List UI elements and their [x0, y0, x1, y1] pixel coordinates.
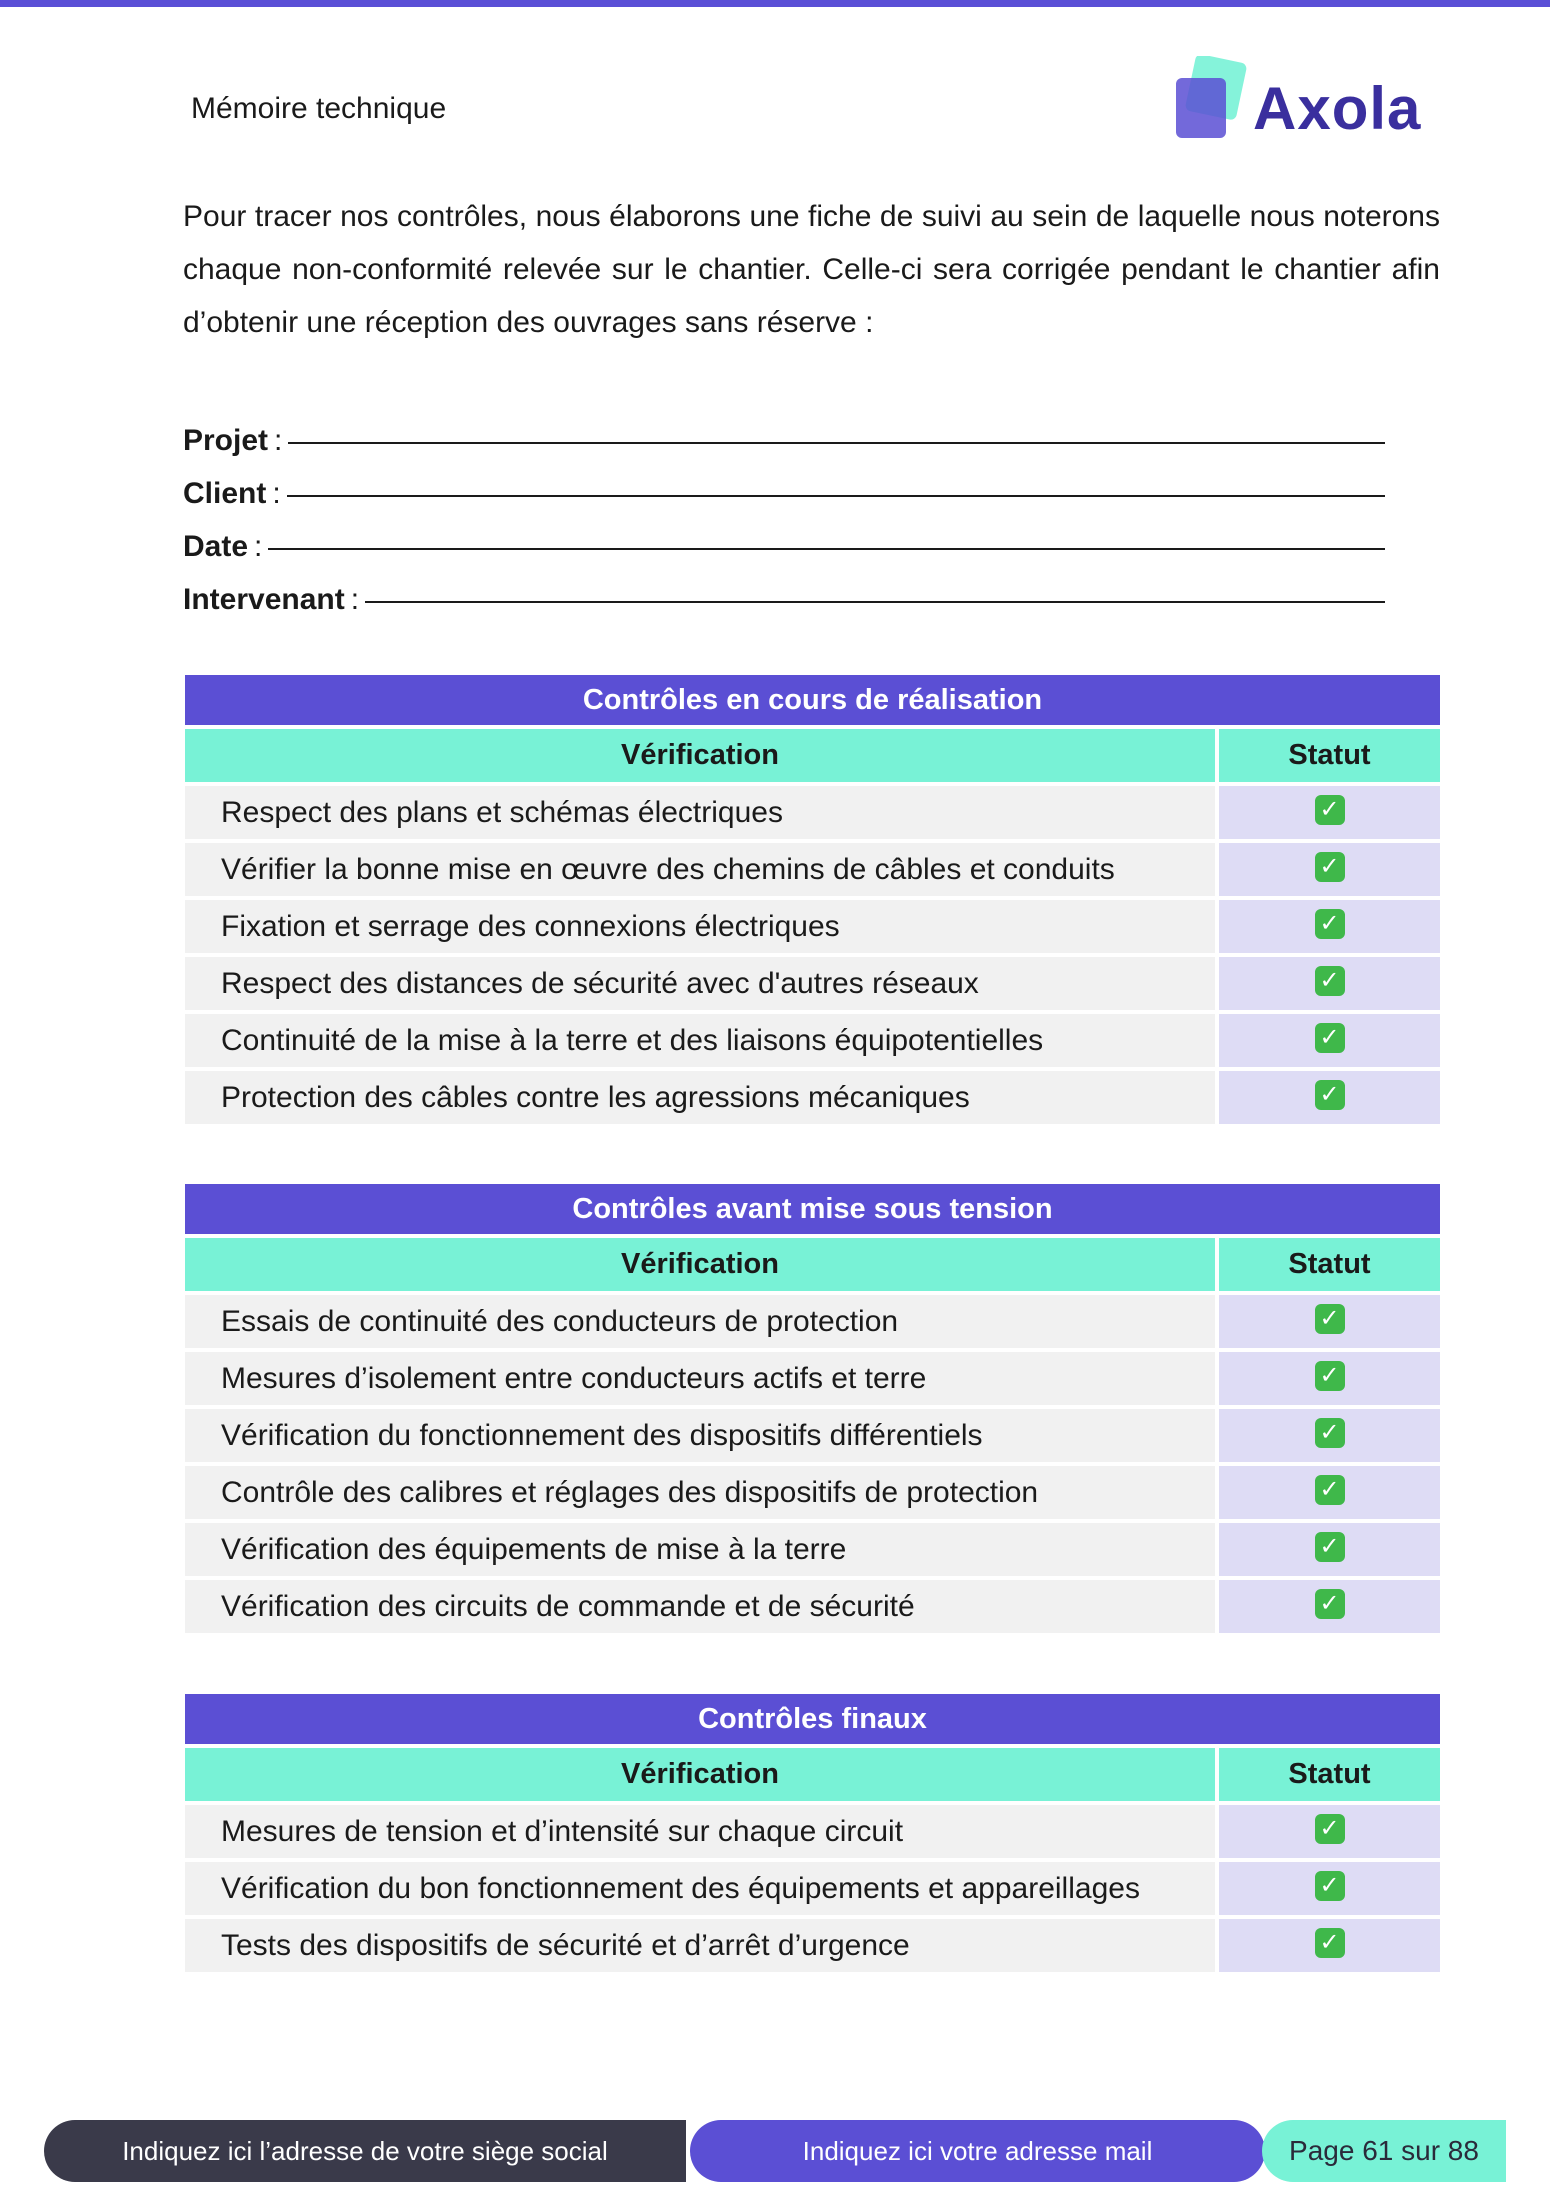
field-fill-line — [287, 495, 1385, 497]
row-status — [1219, 1580, 1440, 1633]
table-column-header — [185, 1238, 1440, 1291]
row-status — [1219, 1919, 1440, 1972]
document-title: Mémoire technique — [191, 92, 447, 125]
row-text: Vérification des équipements de mise à la terre — [185, 1523, 1215, 1576]
check-icon: ✓ — [1315, 1361, 1345, 1391]
field-fill-line — [268, 548, 1385, 550]
check-icon: ✓ — [1315, 1532, 1345, 1562]
field-label: Client — [183, 477, 267, 510]
row-text: Tests des dispositifs de sécurité et d’arrêt d’urgence — [185, 1919, 1215, 1972]
table-row — [185, 1409, 1440, 1462]
logo-text: Axola — [1253, 75, 1422, 142]
row-text: Contrôle des calibres et réglages des dispositifs de protection — [185, 1466, 1215, 1519]
check-icon: ✓ — [1315, 1589, 1345, 1619]
table-row — [185, 1805, 1440, 1858]
row-text: Vérification du fonctionnement des dispositifs différentiels — [185, 1409, 1215, 1462]
check-icon: ✓ — [1315, 1418, 1345, 1448]
table-row — [185, 1071, 1440, 1124]
check-icon: ✓ — [1315, 1928, 1345, 1958]
company-logo — [1170, 52, 1430, 148]
table-title: Contrôles finaux — [185, 1694, 1440, 1744]
table-row — [185, 1862, 1440, 1915]
column-verification: Vérification — [185, 1238, 1215, 1291]
column-verification: Vérification — [185, 1748, 1215, 1801]
table-column-header — [185, 729, 1440, 782]
table-row — [185, 1014, 1440, 1067]
row-status — [1219, 957, 1440, 1010]
row-status — [1219, 1352, 1440, 1405]
table-row — [185, 843, 1440, 896]
row-status — [1219, 1071, 1440, 1124]
check-icon: ✓ — [1315, 1023, 1345, 1053]
controls-table-mise-sous-tension — [185, 1184, 1440, 1633]
check-icon: ✓ — [1315, 909, 1345, 939]
row-status — [1219, 1014, 1440, 1067]
row-text: Vérification du bon fonctionnement des équipements et appareillages — [185, 1862, 1215, 1915]
table-column-header — [185, 1748, 1440, 1801]
column-verification: Vérification — [185, 729, 1215, 782]
field-projet: Projet : — [183, 405, 1385, 458]
row-status — [1219, 1862, 1440, 1915]
field-label: Projet — [183, 424, 269, 457]
page-footer — [44, 2120, 1506, 2182]
row-status — [1219, 1805, 1440, 1858]
row-status — [1219, 1409, 1440, 1462]
table-row — [185, 1523, 1440, 1576]
check-icon: ✓ — [1315, 1080, 1345, 1110]
column-statut: Statut — [1219, 1238, 1440, 1291]
row-status — [1219, 900, 1440, 953]
table-title: Contrôles en cours de réalisation — [185, 675, 1440, 725]
row-text: Fixation et serrage des connexions électriques — [185, 900, 1215, 953]
top-accent-bar — [0, 0, 1550, 7]
footer-email: Indiquez ici votre adresse mail — [690, 2120, 1265, 2182]
table-row — [185, 1295, 1440, 1348]
row-text: Vérification des circuits de commande et de sécurité — [185, 1580, 1215, 1633]
controls-table-realisation — [185, 675, 1440, 1124]
row-text: Respect des plans et schémas électriques — [185, 786, 1215, 839]
controls-table-finaux — [185, 1694, 1440, 1972]
table-row — [185, 786, 1440, 839]
row-text: Respect des distances de sécurité avec d'autres réseaux — [185, 957, 1215, 1010]
row-text: Vérifier la bonne mise en œuvre des chemins de câbles et conduits — [185, 843, 1215, 896]
row-status — [1219, 786, 1440, 839]
field-intervenant: Intervenant : — [183, 564, 1385, 617]
row-text: Continuité de la mise à la terre et des liaisons équipotentielles — [185, 1014, 1215, 1067]
row-text: Mesures de tension et d’intensité sur chaque circuit — [185, 1805, 1215, 1858]
table-row — [185, 1580, 1440, 1633]
row-status — [1219, 1523, 1440, 1576]
field-client: Client : — [183, 458, 1385, 511]
row-status — [1219, 1466, 1440, 1519]
field-fill-line — [365, 601, 1385, 603]
footer-page-number: Page 61 sur 88 — [1262, 2120, 1506, 2182]
check-icon: ✓ — [1315, 966, 1345, 996]
logo-icon — [1170, 56, 1250, 146]
project-fields — [183, 405, 1385, 617]
check-icon: ✓ — [1315, 1871, 1345, 1901]
check-icon: ✓ — [1315, 1304, 1345, 1334]
intro-paragraph: Pour tracer nos contrôles, nous élaborons une fiche de suivi au sein de laquelle nous noterons chaque non-conformité relevée sur le chantier. Celle-ci sera corrigée pendant le chantier afin d’obtenir une réception des ouvrages sans réserve : — [183, 200, 1440, 339]
table-row — [185, 1466, 1440, 1519]
check-icon: ✓ — [1315, 852, 1345, 882]
footer-address: Indiquez ici l’adresse de votre siège social — [44, 2120, 686, 2182]
column-statut: Statut — [1219, 1748, 1440, 1801]
check-icon: ✓ — [1315, 795, 1345, 825]
field-date: Date : — [183, 511, 1385, 564]
row-status — [1219, 843, 1440, 896]
check-icon: ✓ — [1315, 1475, 1345, 1505]
table-row — [185, 900, 1440, 953]
field-label: Date — [183, 530, 249, 563]
table-row — [185, 1352, 1440, 1405]
table-title: Contrôles avant mise sous tension — [185, 1184, 1440, 1234]
column-statut: Statut — [1219, 729, 1440, 782]
row-status — [1219, 1295, 1440, 1348]
check-icon: ✓ — [1315, 1814, 1345, 1844]
row-text: Protection des câbles contre les agressions mécaniques — [185, 1071, 1215, 1124]
row-text: Mesures d’isolement entre conducteurs actifs et terre — [185, 1352, 1215, 1405]
field-label: Intervenant — [183, 583, 345, 616]
row-text: Essais de continuité des conducteurs de protection — [185, 1295, 1215, 1348]
table-row — [185, 957, 1440, 1010]
field-fill-line — [288, 442, 1385, 444]
table-row — [185, 1919, 1440, 1972]
